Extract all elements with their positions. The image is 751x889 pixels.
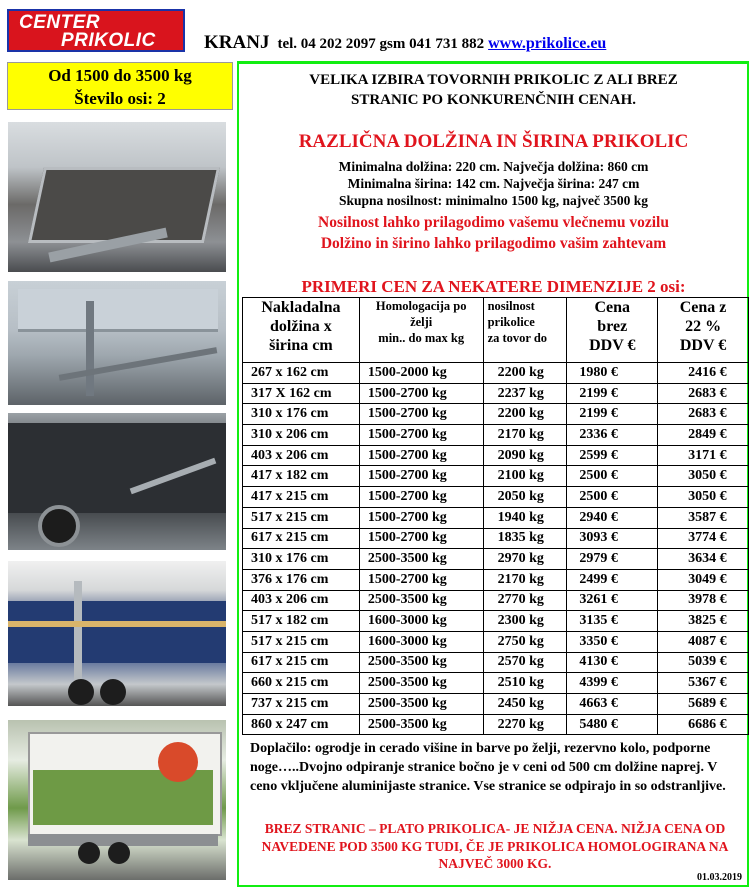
table-row bbox=[243, 425, 749, 446]
cell-price-net: 2500 € bbox=[567, 487, 658, 508]
cell-payload: 2570 kg bbox=[483, 652, 567, 673]
cell-price-net: 4663 € bbox=[567, 694, 658, 715]
table-row bbox=[243, 590, 749, 611]
cell-dimensions: 310 x 206 cm bbox=[243, 425, 360, 446]
table-row bbox=[243, 383, 749, 404]
cell-dimensions: 737 x 215 cm bbox=[243, 694, 360, 715]
table-row bbox=[243, 404, 749, 425]
cell-homologation: 1600-3000 kg bbox=[359, 611, 483, 632]
cell-price-net: 2199 € bbox=[567, 383, 658, 404]
cell-homologation: 2500-3500 kg bbox=[359, 590, 483, 611]
table-row bbox=[243, 445, 749, 466]
cell-dimensions: 860 x 247 cm bbox=[243, 714, 360, 735]
cell-price-gross: 3978 € bbox=[658, 590, 749, 611]
cell-payload: 2770 kg bbox=[483, 590, 567, 611]
cell-price-gross: 4087 € bbox=[658, 631, 749, 652]
cell-dimensions: 310 x 176 cm bbox=[243, 404, 360, 425]
cell-dimensions: 517 x 215 cm bbox=[243, 507, 360, 528]
cell-dimensions: 417 x 215 cm bbox=[243, 487, 360, 508]
cell-payload: 2100 kg bbox=[483, 466, 567, 487]
trailer-photo-3 bbox=[8, 413, 226, 550]
table-row bbox=[243, 569, 749, 590]
cell-price-gross: 5039 € bbox=[658, 652, 749, 673]
cell-payload: 2750 kg bbox=[483, 631, 567, 652]
city-name: KRANJ bbox=[204, 32, 270, 53]
trailer-photo-5 bbox=[8, 720, 226, 880]
cell-price-net: 1980 € bbox=[567, 363, 658, 384]
cell-homologation: 1500-2700 kg bbox=[359, 528, 483, 549]
cell-price-net: 2979 € bbox=[567, 549, 658, 570]
phone-numbers: tel. 04 202 2097 gsm 041 731 882 bbox=[277, 36, 485, 52]
table-row bbox=[243, 611, 749, 632]
header-homologation: Homologacija po želji min.. do max kg bbox=[359, 298, 483, 363]
cell-price-net: 3350 € bbox=[567, 631, 658, 652]
website-link[interactable]: www.prikolice.eu bbox=[488, 35, 607, 52]
cell-homologation: 1500-2700 kg bbox=[359, 487, 483, 508]
cell-payload: 2200 kg bbox=[483, 404, 567, 425]
cell-payload: 1835 kg bbox=[483, 528, 567, 549]
cell-dimensions: 517 x 215 cm bbox=[243, 631, 360, 652]
header-dimensions: Nakladalna dolžina x širina cm bbox=[243, 298, 360, 363]
cell-dimensions: 403 x 206 cm bbox=[243, 445, 360, 466]
cell-price-gross: 3050 € bbox=[658, 466, 749, 487]
cell-price-gross: 6686 € bbox=[658, 714, 749, 735]
cell-dimensions: 376 x 176 cm bbox=[243, 569, 360, 590]
trailer-photo-4 bbox=[8, 561, 226, 706]
table-title: PRIMERI CEN ZA NEKATERE DIMENZIJE 2 osi: bbox=[301, 277, 686, 296]
price-rows bbox=[243, 363, 749, 735]
no-sides-note: BREZ STRANIC – PLATO PRIKOLICA- JE NIŽJA CENA. NIŽJA CENA OD NAVEDENE POD 3500 KG TUDI, ČE JE PRIKOLICA HOMOLOGIRANA NA NAJVEČ 3000 KG. bbox=[261, 821, 729, 871]
length-range: Minimalna dolžina: 220 cm. Največja dolžina: 860 cm bbox=[338, 159, 649, 174]
axle-count: Število osi: 2 bbox=[74, 89, 166, 108]
cell-price-gross: 2683 € bbox=[658, 404, 749, 425]
dimensions-title: RAZLIČNA DOLŽINA IN ŠIRINA PRIKOLIC bbox=[298, 131, 689, 152]
table-row bbox=[243, 631, 749, 652]
cell-payload: 2050 kg bbox=[483, 487, 567, 508]
cell-price-net: 2500 € bbox=[567, 466, 658, 487]
cell-price-gross: 3049 € bbox=[658, 569, 749, 590]
cell-price-net: 3093 € bbox=[567, 528, 658, 549]
extras-note: Doplačilo: ogrodje in cerado višine in barve po želji, rezervno kolo, podporne noge…..Dvojno odpiranje stranice bočno je v ceni od 500 cm dolžine naprej. V ceno vključene aluminijaste stranice. Vse stranice se odpirajo in so odstranljive. bbox=[250, 741, 726, 794]
cell-payload: 2090 kg bbox=[483, 445, 567, 466]
cell-homologation: 2500-3500 kg bbox=[359, 694, 483, 715]
cell-dimensions: 517 x 182 cm bbox=[243, 611, 360, 632]
table-row bbox=[243, 714, 749, 735]
cell-payload: 2270 kg bbox=[483, 714, 567, 735]
cell-price-net: 2599 € bbox=[567, 445, 658, 466]
table-row bbox=[243, 528, 749, 549]
document-date: 01.03.2019 bbox=[697, 872, 742, 883]
header-price-net: Cena brez DDV € bbox=[567, 298, 658, 363]
cell-price-gross: 2849 € bbox=[658, 425, 749, 446]
table-row bbox=[243, 694, 749, 715]
cell-dimensions: 617 x 215 cm bbox=[243, 528, 360, 549]
intro-line-1: VELIKA IZBIRA TOVORNIH PRIKOLIC Z ALI BREZ bbox=[309, 72, 678, 88]
table-row bbox=[243, 507, 749, 528]
capacity-range: Od 1500 do 3500 kg bbox=[48, 66, 192, 85]
adapt-line-1: Nosilnost lahko prilagodimo vašemu vlečnemu vozilu bbox=[318, 214, 669, 231]
cell-payload: 2510 kg bbox=[483, 673, 567, 694]
cell-homologation: 1500-2700 kg bbox=[359, 445, 483, 466]
table-row bbox=[243, 673, 749, 694]
cell-dimensions: 617 x 215 cm bbox=[243, 652, 360, 673]
cell-payload: 2237 kg bbox=[483, 383, 567, 404]
cell-homologation: 1500-2700 kg bbox=[359, 507, 483, 528]
cell-price-gross: 3171 € bbox=[658, 445, 749, 466]
cell-dimensions: 317 X 162 cm bbox=[243, 383, 360, 404]
cell-payload: 2450 kg bbox=[483, 694, 567, 715]
cell-homologation: 2500-3500 kg bbox=[359, 673, 483, 694]
cell-price-gross: 2683 € bbox=[658, 383, 749, 404]
cell-homologation: 1500-2700 kg bbox=[359, 383, 483, 404]
cell-homologation: 1500-2700 kg bbox=[359, 569, 483, 590]
table-row bbox=[243, 466, 749, 487]
cell-price-net: 2336 € bbox=[567, 425, 658, 446]
width-range: Minimalna širina: 142 cm. Največja širina: 247 cm bbox=[347, 176, 640, 191]
table-row bbox=[243, 549, 749, 570]
cell-homologation: 2500-3500 kg bbox=[359, 714, 483, 735]
cell-price-gross: 5367 € bbox=[658, 673, 749, 694]
adaptation-text bbox=[242, 212, 745, 254]
table-row bbox=[243, 363, 749, 384]
cell-payload: 1940 kg bbox=[483, 507, 567, 528]
logo-line-2: PRIKOLIC bbox=[61, 30, 156, 51]
cell-price-gross: 3774 € bbox=[658, 528, 749, 549]
cell-homologation: 1500-2700 kg bbox=[359, 466, 483, 487]
dimensions-info bbox=[242, 158, 745, 209]
cell-price-gross: 3050 € bbox=[658, 487, 749, 508]
cell-dimensions: 417 x 182 cm bbox=[243, 466, 360, 487]
cell-price-net: 5480 € bbox=[567, 714, 658, 735]
cell-price-net: 4399 € bbox=[567, 673, 658, 694]
cell-homologation: 2500-3500 kg bbox=[359, 549, 483, 570]
cell-homologation: 1500-2700 kg bbox=[359, 425, 483, 446]
cell-homologation: 1500-2000 kg bbox=[359, 363, 483, 384]
capacity-box bbox=[7, 62, 233, 110]
cell-price-net: 2940 € bbox=[567, 507, 658, 528]
cell-price-gross: 5689 € bbox=[658, 694, 749, 715]
cell-homologation: 2500-3500 kg bbox=[359, 652, 483, 673]
cell-price-gross: 3587 € bbox=[658, 507, 749, 528]
cell-payload: 2170 kg bbox=[483, 569, 567, 590]
cell-price-gross: 2416 € bbox=[658, 363, 749, 384]
trailer-photo-2 bbox=[8, 281, 226, 405]
cell-payload: 2170 kg bbox=[483, 425, 567, 446]
cell-payload: 2300 kg bbox=[483, 611, 567, 632]
logo-line-1: CENTER bbox=[19, 12, 101, 33]
cell-price-net: 3135 € bbox=[567, 611, 658, 632]
cell-dimensions: 310 x 176 cm bbox=[243, 549, 360, 570]
cell-price-net: 3261 € bbox=[567, 590, 658, 611]
table-row bbox=[243, 652, 749, 673]
cell-dimensions: 660 x 215 cm bbox=[243, 673, 360, 694]
cell-payload: 2200 kg bbox=[483, 363, 567, 384]
cell-price-net: 2199 € bbox=[567, 404, 658, 425]
header-payload: nosilnost prikolice za tovor do bbox=[483, 298, 567, 363]
cell-price-gross: 3634 € bbox=[658, 549, 749, 570]
cell-homologation: 1500-2700 kg bbox=[359, 404, 483, 425]
intro-line-2: STRANIC PO KONKURENČNIH CENAH. bbox=[350, 92, 637, 108]
header-price-gross: Cena z 22 % DDV € bbox=[658, 298, 749, 363]
cell-homologation: 1600-3000 kg bbox=[359, 631, 483, 652]
table-header-row bbox=[243, 298, 749, 363]
cell-price-net: 4130 € bbox=[567, 652, 658, 673]
cell-price-gross: 3825 € bbox=[658, 611, 749, 632]
cell-price-net: 2499 € bbox=[567, 569, 658, 590]
contact-header bbox=[204, 32, 606, 54]
table-row bbox=[243, 487, 749, 508]
load-range: Skupna nosilnost: minimalno 1500 kg, največ 3500 kg bbox=[338, 193, 649, 208]
trailer-photo-1 bbox=[8, 122, 226, 272]
company-logo bbox=[7, 9, 185, 52]
intro-text bbox=[242, 70, 745, 110]
cell-dimensions: 267 x 162 cm bbox=[243, 363, 360, 384]
adapt-line-2: Dolžino in širino lahko prilagodimo vašim zahtevam bbox=[320, 235, 667, 252]
cell-payload: 2970 kg bbox=[483, 549, 567, 570]
price-table bbox=[242, 297, 749, 735]
cell-dimensions: 403 x 206 cm bbox=[243, 590, 360, 611]
